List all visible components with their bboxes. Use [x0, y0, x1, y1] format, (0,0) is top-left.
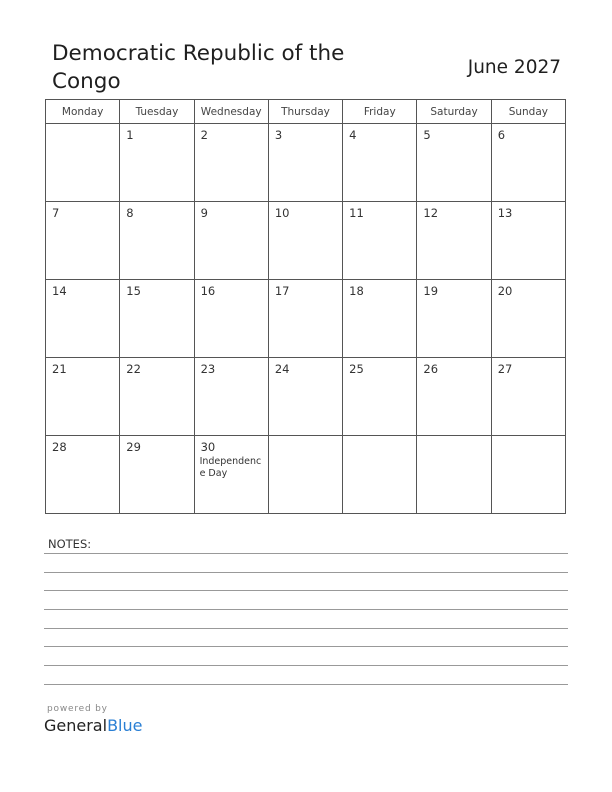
- day-cell: [46, 358, 120, 436]
- day-number: 3: [274, 128, 283, 142]
- day-number: 16: [200, 284, 216, 298]
- day-cell: [417, 202, 491, 280]
- day-cell: [194, 280, 268, 358]
- day-number: 4: [349, 128, 357, 142]
- month-year-label: June 2027: [467, 57, 561, 78]
- day-cell: [343, 124, 417, 202]
- day-number: 15: [126, 284, 141, 298]
- week-row: [46, 280, 566, 358]
- day-cell: [491, 436, 565, 514]
- day-number: 17: [274, 284, 290, 298]
- day-number: 22: [126, 362, 141, 376]
- day-number: 23: [200, 362, 216, 376]
- calendar-title: Democratic Republic of the Congo: [52, 41, 345, 94]
- notes-line: [44, 609, 568, 610]
- day-number: 25: [349, 362, 364, 376]
- day-cell: [46, 202, 120, 280]
- weekday-header: Thursday: [268, 100, 342, 124]
- weekday-header: Friday: [343, 100, 417, 124]
- day-cell: [491, 358, 565, 436]
- day-number: [269, 436, 342, 440]
- week-row: [46, 124, 566, 202]
- day-number: 27: [497, 362, 513, 376]
- day-number: 6: [497, 128, 506, 142]
- day-number: 18: [349, 284, 364, 298]
- day-number: 24: [274, 362, 290, 376]
- week-row: [46, 358, 566, 436]
- day-cell: [268, 202, 342, 280]
- day-number: 2: [200, 128, 208, 142]
- day-cell: [491, 202, 565, 280]
- day-cell: [343, 436, 417, 514]
- day-number: 28: [52, 440, 67, 454]
- day-cell: [343, 280, 417, 358]
- day-number: [492, 436, 565, 440]
- day-number: [343, 436, 416, 440]
- day-cell: [268, 280, 342, 358]
- day-cell: [417, 436, 491, 514]
- weekday-header: Sunday: [491, 100, 565, 124]
- day-number: 12: [423, 206, 439, 220]
- day-cell: [491, 124, 565, 202]
- month-calendar-grid: [45, 99, 566, 514]
- day-number: 20: [497, 284, 513, 298]
- day-cell: [194, 358, 268, 436]
- day-number: 8: [126, 206, 134, 220]
- day-cell: [194, 436, 268, 514]
- day-number: 30: [200, 440, 216, 454]
- day-cell: [268, 358, 342, 436]
- day-cell: [417, 358, 491, 436]
- day-number: 26: [423, 362, 439, 376]
- day-cell: [46, 436, 120, 514]
- notes-line: [44, 553, 568, 554]
- notes-line: [44, 590, 568, 591]
- notes-line: [44, 646, 568, 647]
- day-number: [417, 436, 490, 440]
- day-cell: [120, 280, 194, 358]
- day-number: 19: [423, 284, 439, 298]
- day-number: 11: [349, 206, 364, 220]
- day-number: 1: [126, 128, 134, 142]
- day-number: 29: [126, 440, 141, 454]
- day-cell: [46, 124, 120, 202]
- logo-text-general: General: [44, 716, 108, 735]
- day-number: 13: [497, 206, 513, 220]
- day-cell: [194, 124, 268, 202]
- day-cell: [120, 358, 194, 436]
- weekday-header: Tuesday: [120, 100, 194, 124]
- weekday-header: Wednesday: [194, 100, 268, 124]
- notes-line: [44, 628, 568, 629]
- weekday-header-row: [46, 100, 566, 124]
- day-cell: [417, 124, 491, 202]
- day-number: 10: [274, 206, 290, 220]
- day-cell: [491, 280, 565, 358]
- weekday-header: Saturday: [417, 100, 491, 124]
- day-cell: [343, 202, 417, 280]
- day-number: 7: [52, 206, 60, 220]
- day-cell: [194, 202, 268, 280]
- notes-label: NOTES:: [48, 537, 92, 551]
- day-cell: [46, 280, 120, 358]
- day-cell: [120, 202, 194, 280]
- week-row: [46, 436, 566, 514]
- week-row: [46, 202, 566, 280]
- day-cell: [343, 358, 417, 436]
- powered-by-label: powered by: [47, 704, 108, 714]
- notes-line: [44, 572, 568, 573]
- day-number: 21: [52, 362, 67, 376]
- day-cell: [120, 436, 194, 514]
- day-cell: [417, 280, 491, 358]
- day-cell: [268, 124, 342, 202]
- day-cell: [268, 436, 342, 514]
- weekday-header: Monday: [46, 100, 120, 124]
- logo-text-blue: Blue: [107, 716, 143, 735]
- day-number: [46, 124, 119, 128]
- holiday-label: Independence Day: [199, 456, 262, 479]
- day-number: 9: [200, 206, 208, 220]
- day-cell: [120, 124, 194, 202]
- day-number: 14: [52, 284, 67, 298]
- notes-line: [44, 684, 568, 685]
- day-number: 5: [423, 128, 431, 142]
- generalblue-logo: [44, 716, 142, 736]
- notes-line: [44, 665, 568, 666]
